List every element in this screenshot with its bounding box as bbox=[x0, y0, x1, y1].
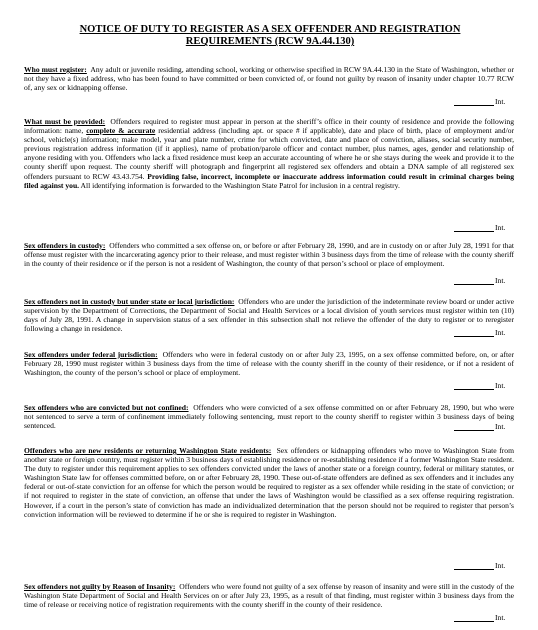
initials-label: Int. bbox=[495, 328, 506, 337]
initials-field[interactable] bbox=[454, 561, 516, 571]
initials-field[interactable] bbox=[454, 381, 516, 391]
section-heading: Sex offenders not guilty by Reason of Insanity: bbox=[24, 582, 176, 591]
initials-label: Int. bbox=[495, 381, 506, 390]
section-body: Offenders who were in federal custody on or after July 23, 1995, on a sex offense committed before, on, or after February 28, 1990 must register within 3 business days from the time of release with the county sheriff in the county of their residence, or if not a resident of Washington, the county of the person’s school or place of employment. bbox=[24, 350, 515, 378]
initials-label: Int. bbox=[495, 223, 506, 232]
section-body: Offenders who are under the jurisdiction of the indeterminate review board or under active supervision by the Department of Corrections, the Department of Social and Health Services or a local division of youth services must register within ten (10) days of July 28, 1991. A change in supervision status of a sex offender in this subsection shall not relieve the offender of the duty to register or to reregister following a change in residence. bbox=[24, 297, 515, 334]
section-heading: What must be provided: bbox=[24, 117, 106, 126]
initials-field[interactable] bbox=[454, 223, 516, 233]
initials-line bbox=[454, 98, 494, 106]
initials-line bbox=[454, 614, 494, 622]
initials-label: Int. bbox=[495, 276, 506, 285]
section-new-residents bbox=[24, 446, 514, 519]
initials-line bbox=[454, 562, 494, 570]
initials-field[interactable] bbox=[454, 422, 516, 432]
initials-field[interactable] bbox=[454, 613, 516, 623]
section-body: Offenders who were convicted of a sex offense committed on or after February 28, 1990, but who were not sentenced to serve a term of confinement immediately following sentencing, must report to the county sheriff to register within 3 business days of being sentenced. bbox=[24, 403, 514, 431]
document-title: NOTICE OF DUTY TO REGISTER AS A SEX OFFENDER AND REGISTRATION REQUIREMENTS (RCW 9A.44.130) bbox=[79, 24, 461, 47]
section-body-part: Offenders required to register must appear in person at the sheriff’s office in their county of residence and provide the following information: name, bbox=[24, 117, 514, 136]
section-body: Any adult or juvenile residing, attending school, working or otherwise specified in RCW 9A.44.130 in the State of Washington, whether or not they have a fixed address, who has been found to have committed or been convicted of, or found not guilty by reason of insanity under chapter 10.77 RCW of, any sex or kidnapping offense. bbox=[24, 65, 514, 93]
section-body-part: residential address (including apt. or space # if applicable), date and place of birth, place of employment and/or school, vehicle(s) information; make model, year and plate number, crime for which convicted, date and place of conviction, aliases, social security number, previous registration address information (if it applies), name of probation/parole officer and contact number, plus names, ages, gender and relationship of anyone residing with you. Offenders who lack a fixed residence must keep an accurate accounting of where he or she stays during the week and provide it to the county sheriff upon request. The county sheriff will photograph and fingerprint all registered sex offenders and obtain a DNA sample of all registered sex offenders pursuant to RCW 43.43.754. bbox=[24, 126, 515, 181]
initials-label: Int. bbox=[495, 613, 506, 622]
section-not-in-custody bbox=[24, 297, 514, 333]
section-who-must-register bbox=[24, 65, 514, 92]
section-body: Offenders who were found not guilty of a sex offense by reason of insanity and were still in the custody of the Washington State Department of Social and Health Services on or after July 23, 1995, as a result of that finding, must register within 3 business days from the time of release or receiving notice of registration requirements with the county sheriff in the county of their residence. bbox=[24, 582, 515, 610]
initials-line bbox=[454, 382, 494, 390]
initials-line bbox=[454, 277, 494, 285]
initials-label: Int. bbox=[495, 422, 506, 431]
initials-line bbox=[454, 329, 494, 337]
initials-field[interactable] bbox=[454, 97, 516, 107]
initials-line bbox=[454, 423, 494, 431]
section-heading: Who must register: bbox=[24, 65, 87, 74]
initials-field[interactable] bbox=[454, 328, 516, 338]
section-federal-jurisdiction bbox=[24, 350, 514, 377]
initials-field[interactable] bbox=[454, 276, 516, 286]
section-body: Sex offenders or kidnapping offenders who move to Washington State from another state or foreign country, must register within 3 business days of establishing residence or re-establishing residence if a former Washington State resident. The duty to register under this requirement applies to sex offenders convicted under the laws of another state or a foreign country, federal or military statutes, or Washington State law for offenses committed before, on or after February 28, 1990. These out-of-state offenders are defined as sex offenders and it includes any federal or out-of-state conviction for an offense for which the person would be required to register as a sex offender while residing in the state of conviction; or if not required to register in the state of conviction, an offense that under the laws of Washington would be classified as a sex offense requiring registration. However, if a court in the person’s state of conviction has made an individualized determination that the person should not be required to register that person’s conviction information will be reviewed to determine if he or she is required to register in Washington. bbox=[24, 446, 515, 519]
section-warning: Providing false, incorrect, incomplete or inaccurate address information could result in criminal charges being filed against you. bbox=[24, 171, 514, 190]
section-heading: Sex offenders under federal jurisdiction: bbox=[24, 350, 158, 359]
section-heading: Sex offenders who are convicted but not confined: bbox=[24, 403, 189, 412]
section-convicted-not-confined bbox=[24, 403, 514, 430]
initials-label: Int. bbox=[495, 97, 506, 106]
section-heading: Offenders who are new residents or returning Washington State residents: bbox=[24, 446, 272, 455]
section-emphasis: complete & accurate bbox=[86, 126, 156, 136]
section-what-must-be-provided bbox=[24, 117, 514, 190]
initials-line bbox=[454, 224, 494, 232]
section-in-custody bbox=[24, 241, 514, 268]
section-body-part: All identifying information is forwarded to the Washington State Patrol for inclusion in a central registry. bbox=[80, 180, 400, 190]
section-heading: Sex offenders not in custody but under state or local jurisdiction: bbox=[24, 297, 235, 306]
section-body: Offenders who committed a sex offense on, or before or after February 28, 1990, and are in custody on or after July 28, 1991 for that offense must register with the incarcerating agency prior to their release, and must register within 3 business days from the time of release with the county sheriff in the county of their residence or if the person is not a resident of Washington, the county of that person’s school or place of employment. bbox=[24, 241, 515, 269]
section-heading: Sex offenders in custody: bbox=[24, 241, 106, 250]
section-not-guilty-insanity bbox=[24, 582, 514, 609]
initials-label: Int. bbox=[495, 561, 506, 570]
